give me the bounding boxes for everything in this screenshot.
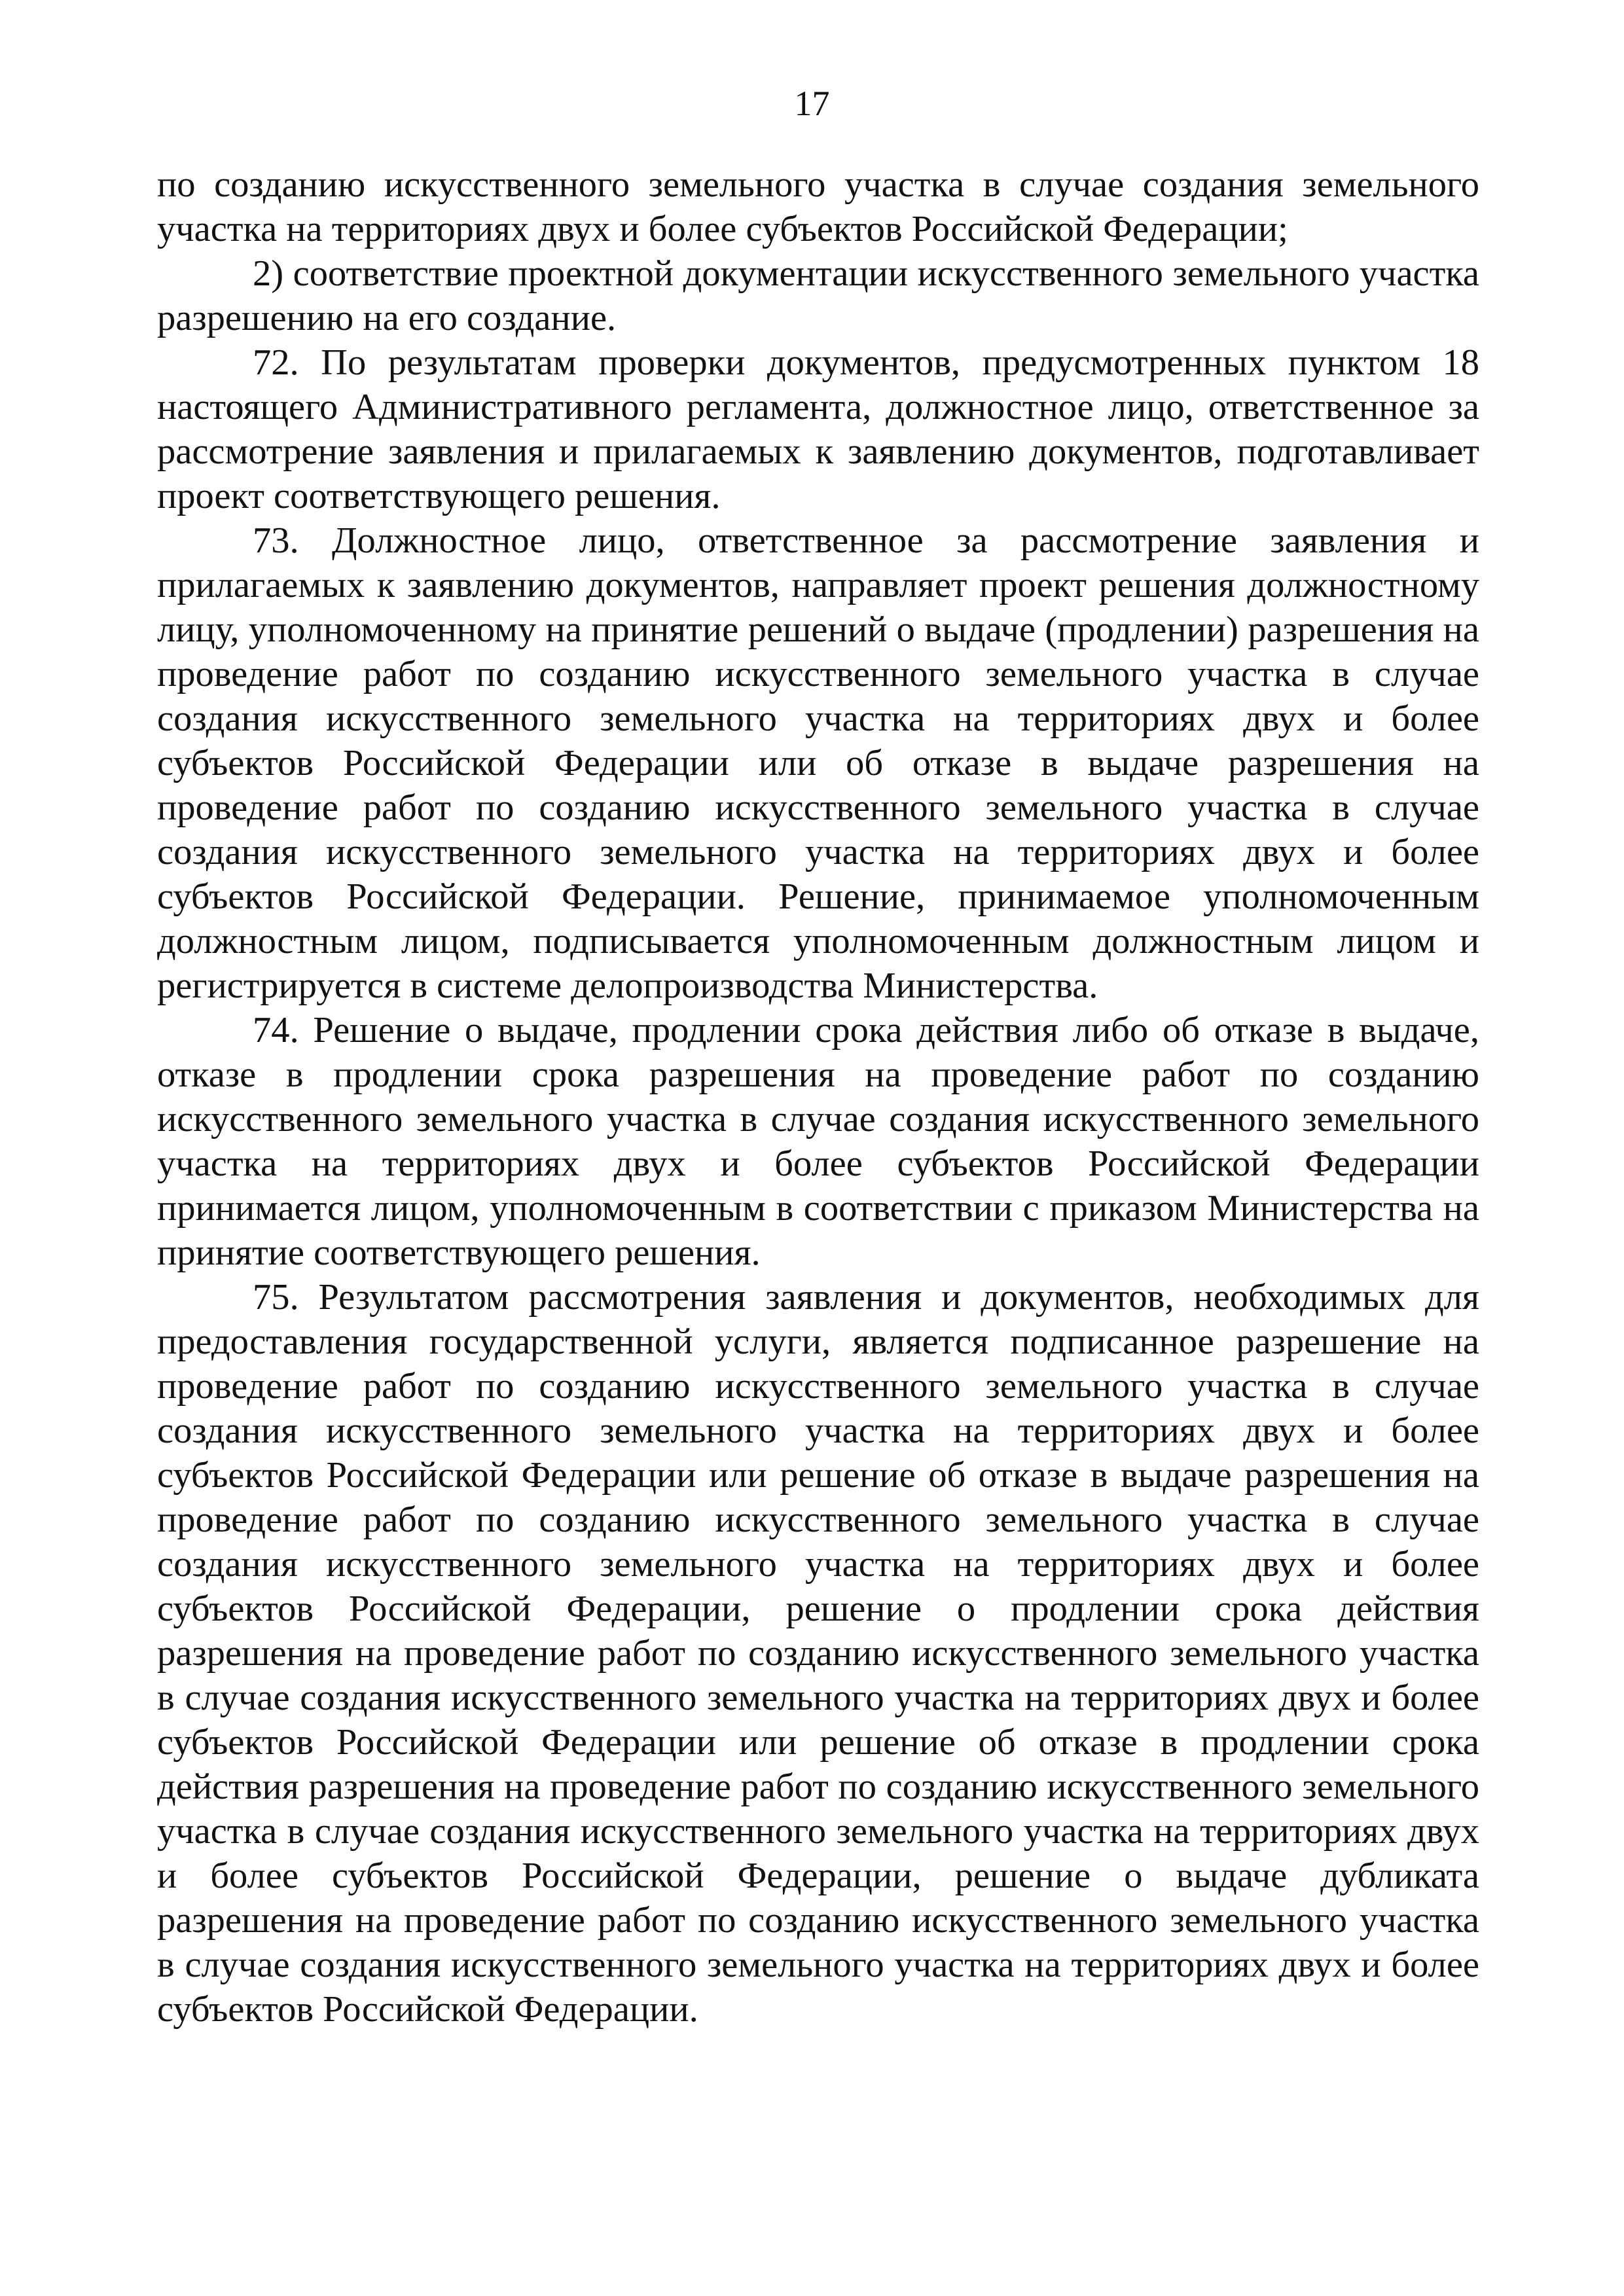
paragraph-item-72: 72. По результатам проверки документов, предусмотренных пунктом 18 настоящего Административного регламента, должностное лицо, ответственное за рассмотрение заявления и прилагаемых к заявлению документов, подготавливает проект соответствующего решения. (157, 342, 1479, 516)
paragraph-item-74: 74. Решение о выдаче, продлении срока действия либо об отказе в выдаче, отказе в продлении срока разрешения на проведение работ по созданию искусственного земельного участка в случае создания искусственного земельного участка на территориях двух и более субъектов Российской Федерации принимается лицом, уполномоченным в соответствии с приказом Министерства на принятие соответствующего решения. (157, 1010, 1479, 1273)
document-body (157, 162, 1479, 2032)
paragraph-item-75: 75. Результатом рассмотрения заявления и документов, необходимых для предоставления государственной услуги, является подписанное разрешение на проведение работ по созданию искусственного земельного участка в случае создания искусственного земельного участка на территориях двух и более субъектов Российской Федерации или решение об отказе в выдаче разрешения на проведение работ по созданию искусственного земельного участка в случае создания искусственного земельного участка на территориях двух и более субъектов Российской Федерации, решение о продлении срока действия разрешения на проведение работ по созданию искусственного земельного участка в случае создания искусственного земельного участка на территориях двух и более субъектов Российской Федерации или решение об отказе в продлении срока действия разрешения на проведение работ по созданию искусственного земельного участка в случае создания искусственного земельного участка на территориях двух и более субъектов Российской Федерации, решение о выдаче дубликата разрешения на проведение работ по созданию искусственного земельного участка в случае создания искусственного земельного участка на территориях двух и более субъектов Российской Федерации. (157, 1277, 1479, 2030)
page-number: 17 (794, 84, 830, 123)
paragraph-item-73: 73. Должностное лицо, ответственное за рассмотрение заявления и прилагаемых к заявлению документов, направляет проект решения должностному лицу, уполномоченному на принятие решений о выдаче (продлении) разрешения на проведение работ по созданию искусственного земельного участка в случае создания искусственного земельного участка на территориях двух и более субъектов Российской Федерации или об отказе в выдаче разрешения на проведение работ по созданию искусственного земельного участка в случае создания искусственного земельного участка на территориях двух и более субъектов Российской Федерации. Решение, принимаемое уполномоченным должностным лицом, подписывается уполномоченным должностным лицом и регистрируется в системе делопроизводства Министерства. (157, 520, 1479, 1006)
paragraph-item-2: 2) соответствие проектной документации искусственного земельного участка разрешению на его создание. (157, 253, 1479, 338)
paragraph-continuation: по созданию искусственного земельного участка в случае создания земельного участка на территориях двух и более субъектов Российской Федерации; (157, 164, 1479, 249)
